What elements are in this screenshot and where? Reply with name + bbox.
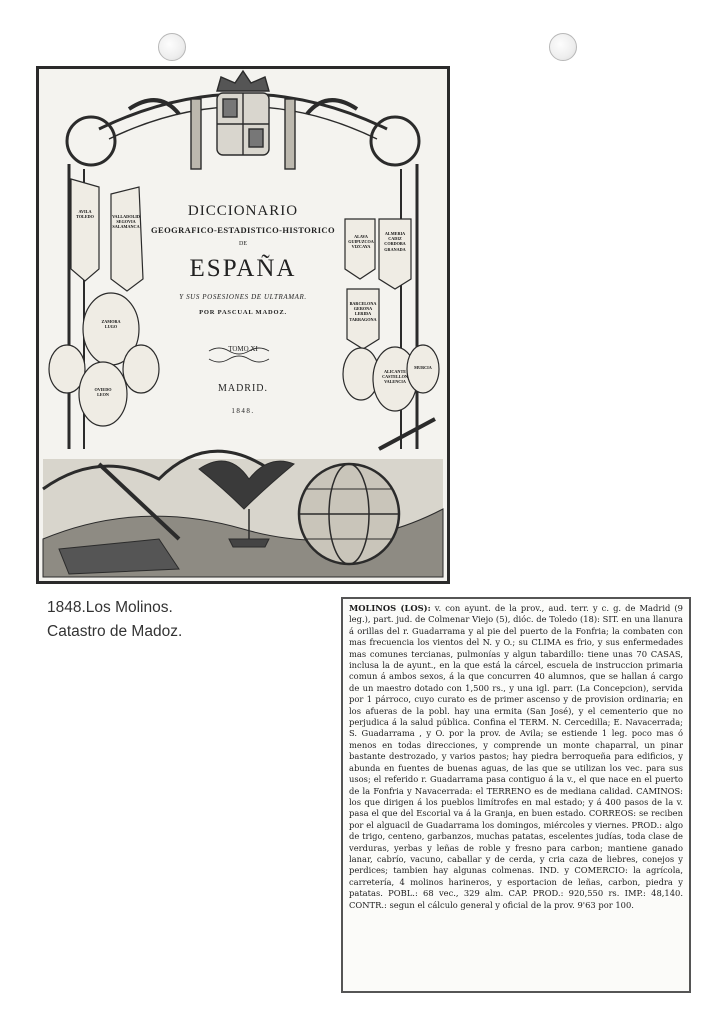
medallion-label: OVIEDO — [94, 387, 112, 392]
entry-body: v. con ayunt. de la prov., aud. terr. y c. g. de Madrid (9 leg.), part. jud. de Colmenar Viejo (5), dióc. de Toledo (18): SIT. en una llanura á orillas del r. Guadarrama y al pie del puerto de la Fonfria; la combaten con mas frecuencia los vientos del N. y O.; su CLIMA es frio, y sus enfermedades mas comunes tercianas, pulmonías y algun tabardillo: tiene unas 70 CASAS, inclusa la de ayunt., en la que está la cárcel, escuela de instruccion primaria comun á ambos sexos, á la que concurren 40 alumnos, que se hallan á cargo de un maestro dotado con 1,500 rs., y una igl. parr. (La Concepcion), servida por 1 párroco, cuyo curato es de primer ascenso y de provision ordinaria; en los afueras de la pobl. hay una ermita (San José), y el cementerio que no perjudica á la salud pública. Confina el TERM. N. Cercedilla; E. Navacerrada; S. Guadarrama , y O. por la prov. de Avila; se estiende 1 leg. poco mas ó menos en todas direcciones, y comprende un monte chaparral, un pinar bastante destrozado, y varios pastos; hay piedra berroqueña para edificios, y abunda en fuentes de buenas aguas, de las que se utilizan los vec. para sus usos; el referido r. Guadarrama pasa contiguo á la v., el que nace en el puerto de la Fonfria y Navacerrada: el TERRENO es de mediana calidad. CAMINOS: los que dirigen á los pueblos limítrofes en mal estado; y á 400 pasos de la v. pasa el que del Escorial va á la Granja, en buen estado. CORREOS: se reciben por el alguacil de Guadarrama los domingos, miércoles y viernes. PROD.: algo de trigo, centeno, garbanzos, muchas patatas, escelentes judías, toda clase de verduras, yerbas y leñas de roble y fresno para carbon; mantiene ganado lanar, cabrío, vacuno, caballar y de cerda, y cria caza de liebres, conejos y perdices; tambien hay algunas colmenas. IND. y COMERCIO: la agrícola, carretería, 4 molinos harineros, y esportacion de leñas, carbon, piedra y patatas. POBL.: 68 vec., 329 alm. CAP. PROD.: 920,550 rs. IMP.: 48,140. CONTR.: segun el cálculo general y oficial de la prov. 9'63 por 100. — [349, 603, 683, 910]
medallion-label: SEGOVIA — [116, 219, 136, 225]
medallion-label: ALAVA — [354, 234, 368, 239]
medallion-left-1 — [73, 209, 97, 219]
medallion-label: VALLADOLID — [112, 214, 140, 219]
title-tomo: TOMO XI — [228, 345, 258, 353]
medallion-label: LERIDA — [354, 311, 372, 317]
dictionary-entry-clipping — [341, 597, 691, 993]
medallion-label: MURCIA — [414, 365, 432, 370]
medallion-label: GERONA — [353, 306, 373, 312]
medallion-label: GRANADA — [384, 246, 406, 252]
entry-heading: MOLINOS (LOS): — [349, 603, 431, 613]
title-city: MADRID. — [217, 383, 269, 394]
medallion-right-5 — [409, 365, 437, 370]
medallion-label: CORDOBA — [384, 241, 406, 247]
title-subtitle: GEOGRAFICO-ESTADISTICO-HISTORICO — [151, 225, 335, 235]
medallion-left-2 — [111, 214, 141, 230]
medallion-label: ZAMORA — [101, 319, 121, 324]
title-country: ESPAÑA — [189, 255, 297, 282]
title-page-engraving — [36, 66, 450, 584]
medallion-right-4 — [375, 369, 415, 385]
medallion-label: AVILA — [78, 209, 92, 214]
title-author: POR PASCUAL MADOZ. — [199, 309, 287, 316]
punch-hole-right — [549, 33, 577, 61]
medallion-label: GUIPUZCOA — [348, 239, 374, 245]
caption-line-2: Catastro de Madoz. — [47, 623, 183, 640]
title-de: DE — [239, 241, 247, 247]
medallion-label: VIZCAYA — [351, 244, 371, 250]
punch-hole-left — [158, 33, 186, 61]
medallion-label: TARRAGONA — [349, 316, 377, 322]
medallion-label: CADIZ — [388, 236, 402, 242]
medallion-label: ALICANTE — [383, 369, 407, 374]
medallion-left-3 — [89, 319, 133, 329]
title-dictionary: DICCIONARIO — [187, 203, 299, 219]
medallion-label: BARCELONA — [349, 301, 377, 306]
entry-text — [349, 603, 683, 911]
caption-line-1: 1848.Los Molinos. — [47, 599, 173, 616]
medallion-label: CASTELLON — [382, 374, 408, 380]
medallion-label: VALENCIA — [384, 379, 406, 385]
medallion-right-2 — [379, 231, 411, 252]
medallion-label: ALMERIA — [384, 231, 406, 236]
medallion-label: LUGO — [104, 324, 118, 330]
medallion-label: SALAMANCA — [112, 224, 140, 230]
title-possessions: Y SUS POSESIONES DE ULTRAMAR. — [179, 293, 307, 301]
medallion-right-3 — [347, 301, 379, 322]
medallion-label: TOLEDO — [76, 214, 94, 220]
caption — [47, 596, 287, 644]
medallion-left-4 — [83, 387, 123, 397]
medallion-right-1 — [346, 234, 376, 250]
medallion-label: LEON — [97, 392, 109, 398]
title-year: 1848. — [231, 407, 255, 415]
